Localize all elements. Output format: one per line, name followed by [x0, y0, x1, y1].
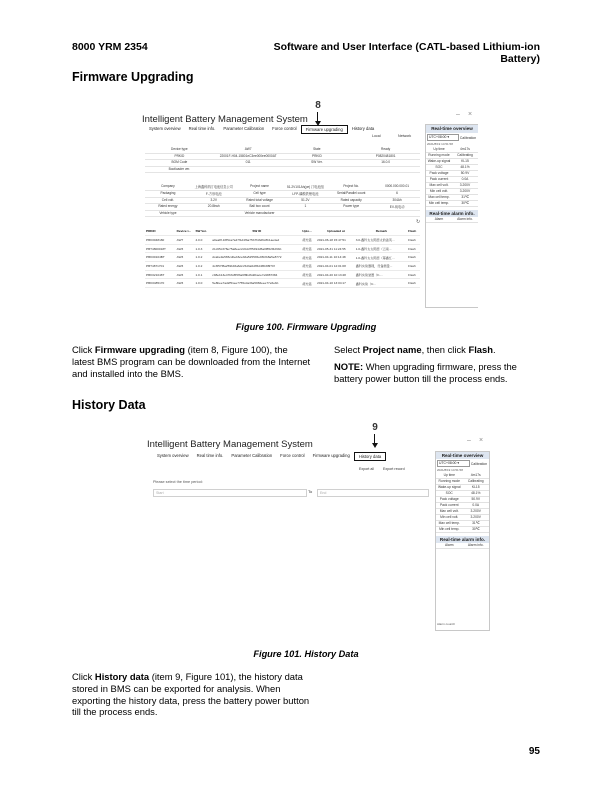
firmware-table: [145, 229, 420, 288]
table-row: PBT4800018T AW3 1.0.3 21c65c378e75a8eec2c6dd7f5494d5a0f852f429bb 胡光铭 2021-05-31 11:24:55 1.0-鑫科太太陈经（云南... Flash: [145, 245, 420, 254]
menu-bar: [145, 125, 378, 134]
tab-parameter-calibration[interactable]: Parameter Calibration: [231, 453, 273, 458]
minimize-icon[interactable]: –: [456, 111, 460, 118]
tab-system-overview[interactable]: System overview: [157, 453, 189, 458]
flash-button[interactable]: Flash: [408, 272, 416, 277]
end-date-input[interactable]: End: [317, 489, 429, 497]
menu-bar: [153, 452, 386, 461]
flash-button[interactable]: Flash: [408, 255, 416, 260]
project-row: Vehicle type Vehicle manufacturer: [145, 211, 420, 218]
firmware-note: NOTE: When upgrading firmware, press the battery power button till the process ends.: [334, 361, 517, 384]
project-row: Rated energy 20.8kwh Ball box count 1 Power type EV-纯电动: [145, 204, 420, 211]
realtime-values: Up time 4m17s Running mode Calibrating Wake-up signal KL15 SOC 48.1% Pack voltage 50.9V Pack current 0.0A Max cell volt. 3.200V Min cell volt. 3.200V Max cell temp. 31℃ Min cell temp. 30℃: [426, 147, 478, 208]
app-title: Intelligent Battery Management System: [147, 439, 313, 450]
project-row: Packaging F-方形电池 Cell type LFP-磷酸铁锂电池 Serial/Parallel count 6: [145, 191, 420, 198]
table-row: PBK0485170 AW3 1.0.0 5e8bee7ad2f51ee7755cda3ba5966eee77e6ebb 胡光铭 2021-04-10 13:04:17 鑫科实验（C... Flash: [145, 279, 420, 288]
start-date-input[interactable]: Start: [153, 489, 307, 497]
table-header: PRKID Device t... SW Ver. SW ID Uplo... Uploaded at Remark Flash: [145, 229, 420, 236]
tab-history-data[interactable]: History data: [354, 452, 386, 461]
figure-101-caption: Figure 101. History Data: [253, 649, 359, 659]
callout-arrow-head: [372, 443, 378, 448]
tab-real-time-info[interactable]: Real time info.: [196, 453, 224, 458]
flash-button[interactable]: Flash: [408, 246, 416, 251]
export-all-button[interactable]: Export all: [359, 467, 374, 471]
project-row: Cell volt. 3.2V Rated total voltage 51.2V Rated capacity 304Ah: [145, 198, 420, 205]
device-info-grid: [145, 147, 420, 173]
section-title-firmware: Firmware Upgrading: [72, 70, 194, 84]
to-label: To: [308, 489, 313, 494]
realtime-overview-title: Real-time overview: [436, 452, 489, 459]
alarm-header: Alarm Alarm info.: [426, 217, 478, 223]
calibration-button[interactable]: Calibration: [470, 462, 488, 466]
alarm-count: Alarm count0: [437, 622, 455, 626]
alarm-header: Alarm Alarm info.: [436, 543, 489, 549]
info-row: BOM Code 011 SW Ver. 16.0.0: [145, 160, 420, 167]
alarm-title: Real-time alarm info.: [426, 210, 478, 217]
tab-parameter-calibration[interactable]: Parameter Calibration: [223, 126, 265, 131]
info-row: Bootloader ver.: [145, 167, 420, 174]
flash-button[interactable]: Flash: [408, 237, 416, 242]
tab-history-data[interactable]: History data: [351, 126, 375, 131]
section-title-history: History Data: [72, 398, 146, 412]
local-button[interactable]: Local: [372, 134, 381, 138]
project-info-grid: [145, 182, 420, 217]
timezone-select[interactable]: UTC+08:00 ▾: [427, 134, 459, 141]
realtime-overview-title: Real-time overview: [426, 125, 478, 133]
callout-8: 8: [315, 100, 321, 111]
callout-9: 9: [372, 422, 378, 433]
running-header-right: Software and User Interface (CATL-based Lithium-ion Battery): [273, 41, 540, 65]
tab-force-control[interactable]: Force control: [280, 453, 305, 458]
tab-firmware-upgrading[interactable]: Firmware upgrading: [301, 125, 348, 134]
time-period-label: Please select the time period:: [153, 480, 203, 484]
tab-system-overview[interactable]: System overview: [149, 126, 181, 131]
firmware-paragraph: Click Firmware upgrading (item 8, Figure 100), the latest BMS program can be downloaded from the Internet and installed into the BMS.: [72, 344, 311, 379]
realtime-clock: 2021/8/19 14:51:58: [437, 467, 463, 472]
firmware-select-paragraph: Select Project name, then click Flash.: [334, 344, 496, 355]
history-paragraph: Click History data (item 9, Figure 101), the history data stored in BMS can be exported for analysis. When exporting the history data, press the battery power button till the process ends.: [72, 671, 310, 718]
realtime-panel: [435, 451, 490, 631]
calibration-button[interactable]: Calibration: [459, 136, 477, 140]
history-screenshot: [145, 422, 490, 632]
realtime-clock: 2021/8/19 14:51:58: [427, 141, 453, 146]
tab-firmware-upgrading[interactable]: Firmware upgrading: [312, 453, 350, 458]
tab-force-control[interactable]: Force control: [272, 126, 297, 131]
timezone-select[interactable]: UTC+08:00 ▾: [437, 460, 470, 467]
realtime-values: Up time 4m17s Running mode Calibrating Wake-up signal KL15 SOC 48.1% Pack voltage 50.9V Pack current 0.0A Max cell volt. 3.200V Min cell volt. 3.200V Max cell temp. 31℃ Min cell temp. 30℃: [436, 473, 489, 534]
table-row: PBK00104BT AW3 1.0.2 dcabe9e565cdbeb6ceb6a5255b5eb5f2b8a5e8772 胡光铭 2021-04-11 10:14:48 1.0-鑫科太太陈经（幂鑫红... Flash: [145, 253, 420, 262]
table-row: PBK0048180 AW7 4.0.0 a0ea8f-1f85ca7a47f1d4fba75b7f43d6c8b1ae4ed 胡光铭 2021-06-18 15:47:51 3.0-鑫科太太陈经太的盖英... Flash: [145, 236, 420, 245]
network-button[interactable]: Network: [398, 134, 412, 138]
page-number: 95: [528, 746, 540, 757]
flash-button[interactable]: Flash: [408, 281, 416, 286]
running-header-left: 8000 YRM 2354: [72, 41, 148, 53]
info-row: PRKID 22001F-H04-15801eC3ee000ee0000AT PRKID P0820481801: [145, 154, 420, 161]
firmware-screenshot: [140, 100, 478, 308]
close-icon[interactable]: ×: [468, 111, 473, 118]
alarm-title: Real-time alarm info.: [436, 536, 489, 543]
figure-100-caption: Figure 100. Firmware Upgrading: [235, 322, 377, 332]
project-row: Company 上海鑫科纳汀电池信息公司 Project name 51.2V101Ah(pe) 汀电池组 Project No. 0000.000.000.01: [145, 182, 420, 191]
minimize-icon[interactable]: –: [467, 437, 471, 444]
refresh-icon[interactable]: ↻: [416, 219, 421, 225]
info-row: Device type AW7 State Ready: [145, 147, 420, 154]
export-record-button[interactable]: Export record: [383, 467, 405, 471]
realtime-panel: [425, 124, 478, 308]
flash-button[interactable]: Flash: [408, 263, 416, 268]
close-icon[interactable]: ×: [479, 437, 484, 444]
tab-real-time-info[interactable]: Real time info.: [188, 126, 216, 131]
app-title: Intelligent Battery Management System: [142, 114, 308, 125]
table-row: PBK021048T AW3 1.0.1 c98eb13e47b6d55f3a6f8bd6d2bace7e9887384 胡光铭 2021-04-20 10:13:48 鑫科实验装置（F-... Flash: [145, 271, 420, 280]
table-row: PBT4871701 AW3 1.0.2 4c3f57f8a259b46a6dcc5d3a6d35d4f6b88f70f 胡光铭 2021-04-01 12:01:08 鑫科实验器锂，设备测量... Flash: [145, 262, 420, 271]
